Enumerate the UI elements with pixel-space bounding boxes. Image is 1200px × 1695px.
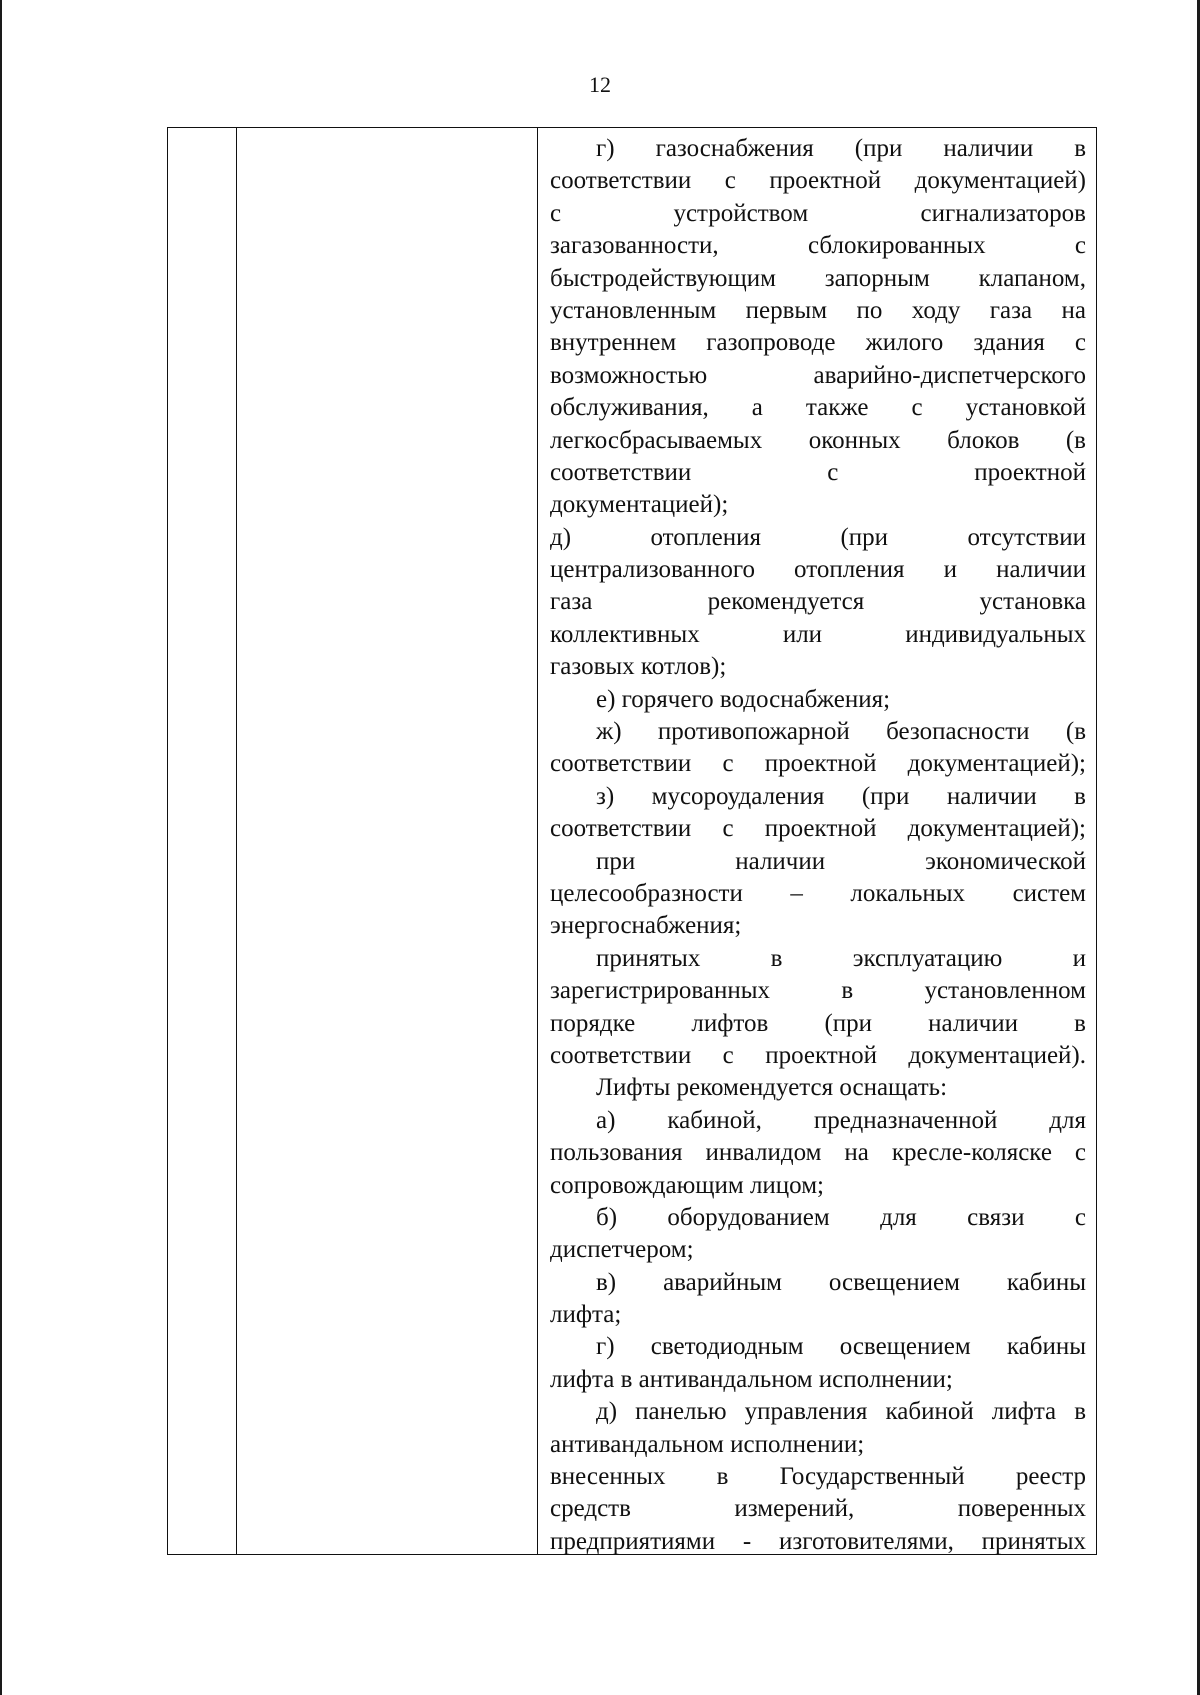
text-line: з) мусороудаления (при наличии в: [596, 782, 1086, 810]
text-line: энергоснабжения;: [550, 912, 742, 940]
text-line: коллективных или индивидуальных: [550, 620, 1086, 648]
text-line: соответствии с проектной: [550, 458, 1086, 486]
text-line: а) кабиной, предназначенной для: [596, 1106, 1086, 1134]
text-line: б) оборудованием для связи с: [596, 1203, 1086, 1231]
text-line: лифта в антивандальном исполнении;: [550, 1365, 953, 1393]
text-line: обслуживания, а также с установкой: [550, 394, 1086, 422]
text-line: легкосбрасываемых оконных блоков (в: [550, 426, 1086, 454]
text-line: быстродействующим запорным клапаном,: [550, 264, 1086, 292]
text-line: ж) противопожарной безопасности (в: [596, 718, 1086, 746]
text-line: е) горячего водоснабжения;: [596, 685, 891, 713]
text-line: г) газоснабжения (при наличии в: [596, 135, 1086, 162]
text-line: документацией);: [550, 491, 729, 519]
text-line: в) аварийным освещением кабины: [596, 1268, 1086, 1296]
text-line: Лифты рекомендуется оснащать:: [596, 1074, 948, 1102]
requirements-table: [167, 127, 1097, 1555]
text-line: централизованного отопления и наличии: [550, 556, 1086, 584]
table-cell-number: [168, 128, 236, 1554]
text-line: лифта;: [550, 1301, 622, 1329]
text-line: установленным первым по ходу газа на: [550, 296, 1086, 324]
text-line: газа рекомендуется установка: [550, 588, 1086, 616]
text-line: внутреннем газопроводе жилого здания с: [550, 329, 1086, 357]
text-line: возможностью аварийно-диспетчерского: [550, 361, 1086, 389]
text-line: соответствии с проектной документацией).: [550, 1041, 1086, 1069]
text-line: порядке лифтов (при наличии в: [550, 1009, 1086, 1037]
table-cell-requirements: [550, 133, 1086, 1558]
text-line: соответствии с проектной документацией): [550, 167, 1086, 195]
text-line: зарегистрированных в установленном: [550, 977, 1086, 1005]
text-line: д) отопления (при отсутствии: [550, 523, 1086, 551]
text-line: средств измерений, поверенных: [550, 1495, 1086, 1523]
text-line: при наличии экономической: [596, 847, 1086, 875]
text-line: предприятиями - изготовителями, принятых: [550, 1527, 1086, 1555]
text-line: антивандальном исполнении;: [550, 1430, 865, 1458]
text-line: д) панелью управления кабиной лифта в: [596, 1398, 1086, 1426]
text-line: загазованности, сблокированных с: [550, 232, 1086, 260]
text-line: целесообразности – локальных систем: [550, 879, 1086, 907]
text-line: внесенных в Государственный реестр: [550, 1463, 1086, 1491]
page-number: 12: [589, 72, 611, 97]
text-line: г) светодиодным освещением кабины: [596, 1333, 1086, 1361]
scan-border-left: [0, 0, 2, 1695]
text-line: соответствии с проектной документацией);: [550, 815, 1086, 843]
text-line: сопровождающим лицом;: [550, 1171, 824, 1199]
text-line: диспетчером;: [550, 1236, 694, 1264]
text-line: соответствии с проектной документацией);: [550, 750, 1086, 778]
text-line: газовых котлов);: [550, 653, 727, 681]
text-line: с устройством сигнализаторов: [550, 199, 1086, 227]
table-cell-name: [237, 128, 537, 1554]
text-line: принятых в эксплуатацию и: [596, 944, 1086, 972]
text-line: пользования инвалидом на кресле-коляске с: [550, 1139, 1086, 1167]
column-divider: [537, 128, 538, 1554]
